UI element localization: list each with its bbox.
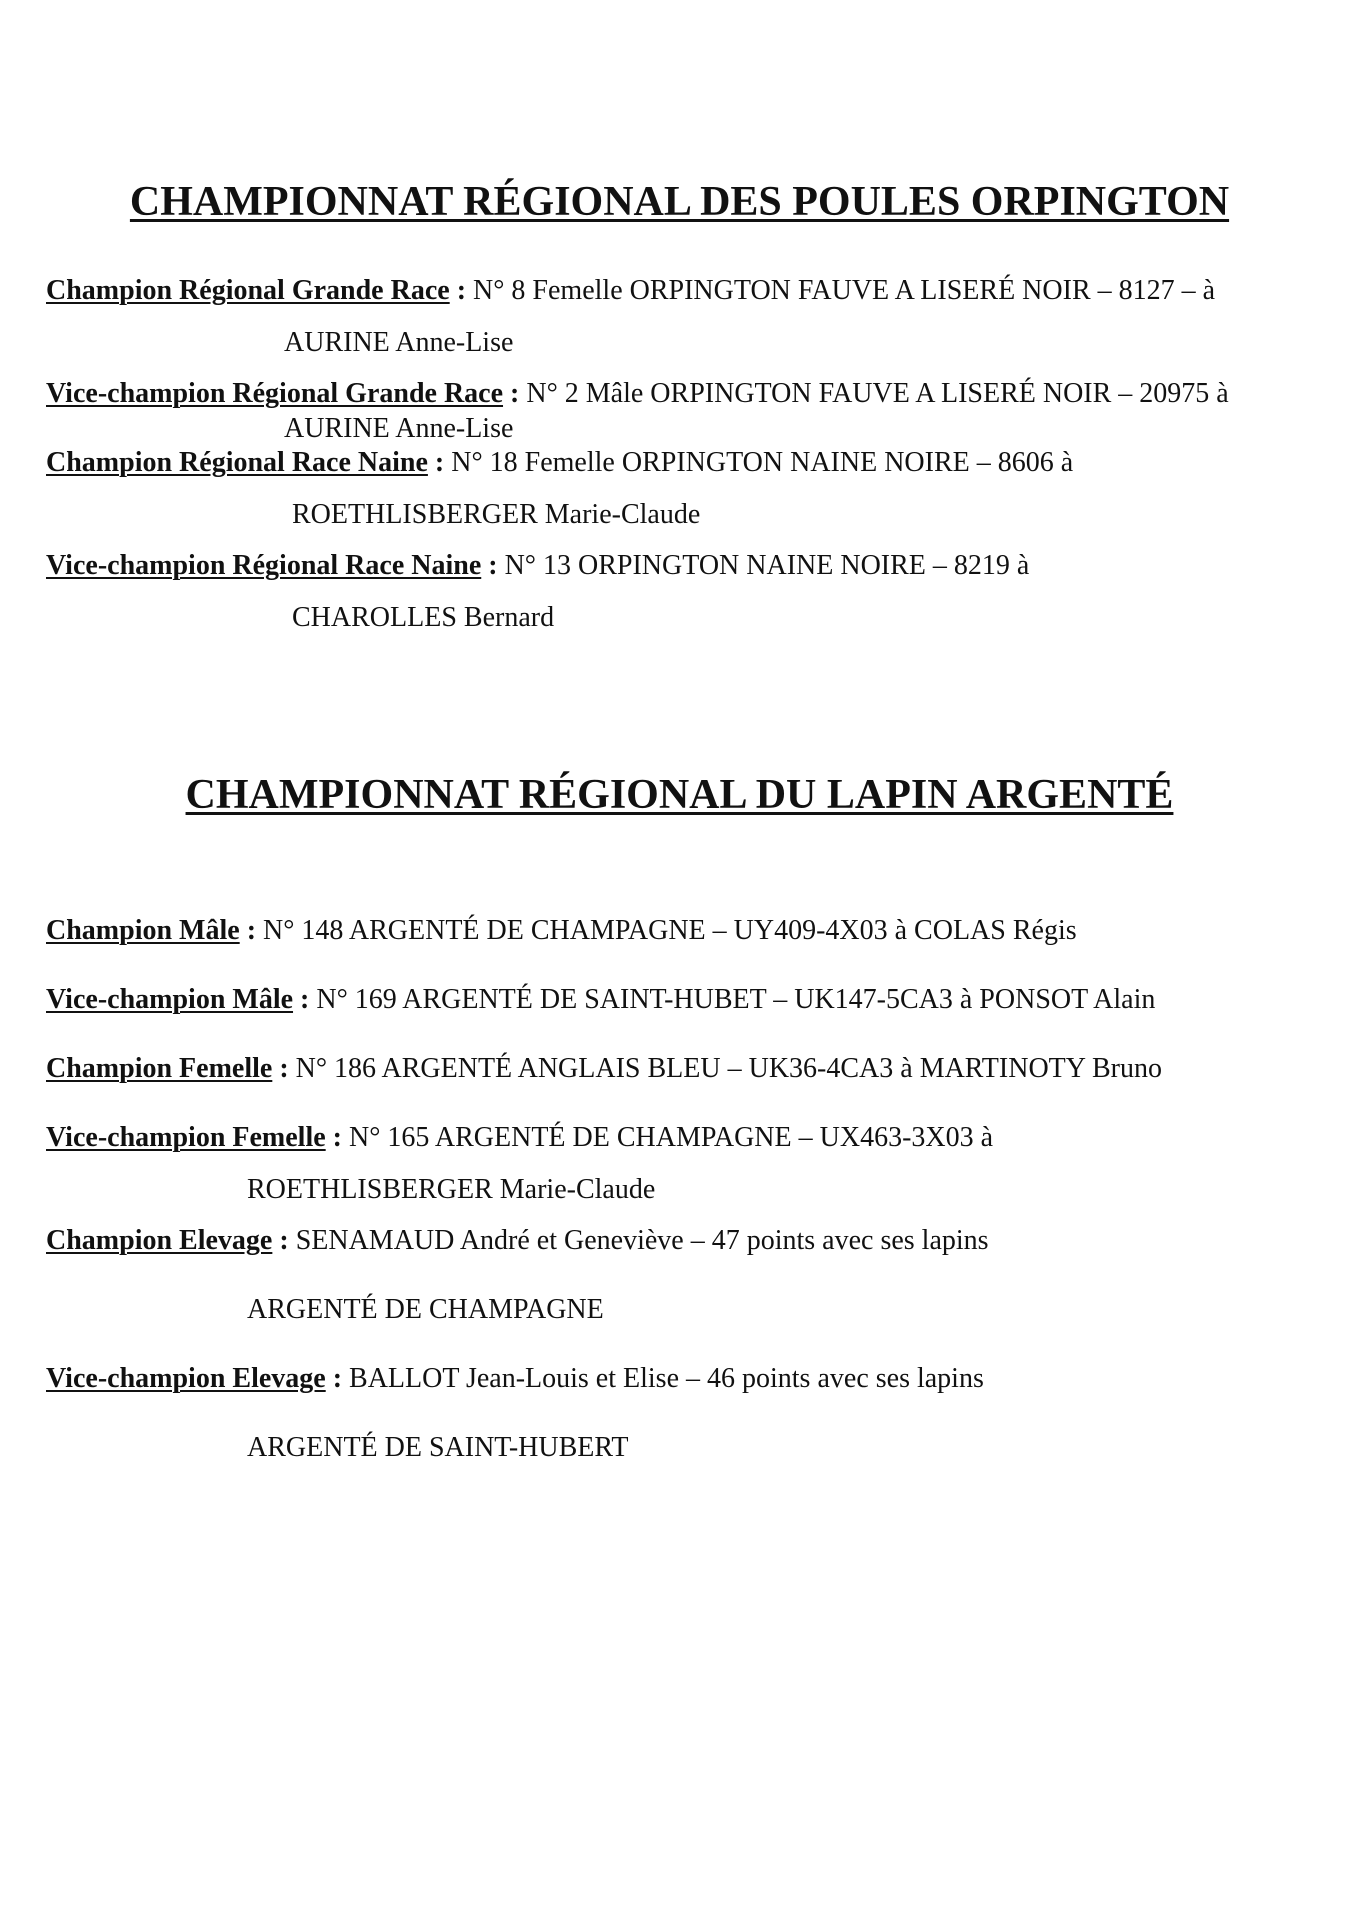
entry-label: Champion Elevage (46, 1225, 273, 1256)
entry-text: N° 186 ARGENTÉ ANGLAIS BLEU – UK36-4CA3 à MARTINOTY Bruno (295, 1053, 1162, 1084)
entry-owner: CHAROLLES Bernard (292, 602, 555, 633)
entry-owner: ARGENTÉ DE CHAMPAGNE (247, 1294, 604, 1325)
entry-text: N° 165 ARGENTÉ DE CHAMPAGNE – UX463-3X03 à (349, 1122, 994, 1153)
entry-separator: : (279, 1053, 289, 1084)
entry-owner: AURINE Anne-Lise (284, 413, 514, 444)
entry-orpington-champion-grande-race (46, 274, 1215, 308)
entry-separator: : (246, 915, 257, 946)
entry-label: Champion Régional Race Naine (46, 447, 428, 478)
entry-text: N° 2 Mâle ORPINGTON FAUVE A LISERÉ NOIR – 20975 à (526, 378, 1229, 409)
entry-separator: : (300, 984, 310, 1015)
entry-separator: : (332, 1363, 343, 1394)
entry-label: Champion Femelle (46, 1053, 273, 1084)
entry-owner: ROETHLISBERGER Marie-Claude (247, 1174, 656, 1205)
entry-separator: : (332, 1122, 342, 1153)
entry-label: Vice-champion Femelle (46, 1122, 326, 1153)
entry-text: N° 8 Femelle ORPINGTON FAUVE A LISERÉ NOIR – 8127 – à (473, 275, 1216, 306)
entry-orpington-vice-champion-race-naine (46, 549, 1029, 583)
entry-lapin-vice-champion-elevage (46, 1362, 984, 1396)
entry-lapin-vice-champion-male (46, 983, 1155, 1017)
entry-text: BALLOT Jean-Louis et Elise – 46 points avec ses lapins (349, 1363, 984, 1394)
entry-owner: ROETHLISBERGER Marie-Claude (292, 499, 701, 530)
entry-text: N° 13 ORPINGTON NAINE NOIRE – 8219 à (504, 550, 1030, 581)
entry-text: N° 148 ARGENTÉ DE CHAMPAGNE – UY409-4X03 à COLAS Régis (263, 915, 1077, 946)
entry-orpington-vice-champion-grande-race (46, 377, 1229, 411)
entry-label: Vice-champion Elevage (46, 1363, 326, 1394)
entry-text: SENAMAUD André et Geneviève – 47 points avec ses lapins (295, 1225, 989, 1256)
entry-owner: AURINE Anne-Lise (284, 327, 514, 358)
entry-separator: : (434, 447, 445, 478)
entry-lapin-champion-elevage (46, 1224, 989, 1258)
entry-lapin-champion-femelle (46, 1052, 1162, 1086)
section-title-lapin: CHAMPIONNAT RÉGIONAL DU LAPIN ARGENTÉ (185, 772, 1174, 818)
entry-separator: : (456, 275, 467, 306)
entry-text: N° 169 ARGENTÉ DE SAINT-HUBET – UK147-5CA3 à PONSOT Alain (316, 984, 1156, 1015)
entry-orpington-champion-race-naine (46, 446, 1073, 480)
entry-text: N° 18 Femelle ORPINGTON NAINE NOIRE – 8606 à (451, 447, 1074, 478)
entry-owner: ARGENTÉ DE SAINT-HUBERT (247, 1432, 629, 1463)
entry-separator: : (510, 378, 520, 409)
entry-label: Champion Régional Grande Race (46, 275, 450, 306)
entry-separator: : (488, 550, 498, 581)
entry-label: Vice-champion Régional Grande Race (46, 378, 504, 409)
entry-label: Vice-champion Mâle (46, 984, 294, 1015)
entry-label: Vice-champion Régional Race Naine (46, 550, 482, 581)
entry-lapin-champion-male (46, 914, 1077, 948)
entry-separator: : (279, 1225, 289, 1256)
entry-lapin-vice-champion-femelle (46, 1121, 993, 1155)
section-title-orpington: CHAMPIONNAT RÉGIONAL DES POULES ORPINGTON (129, 179, 1230, 225)
entry-label: Champion Mâle (46, 915, 240, 946)
